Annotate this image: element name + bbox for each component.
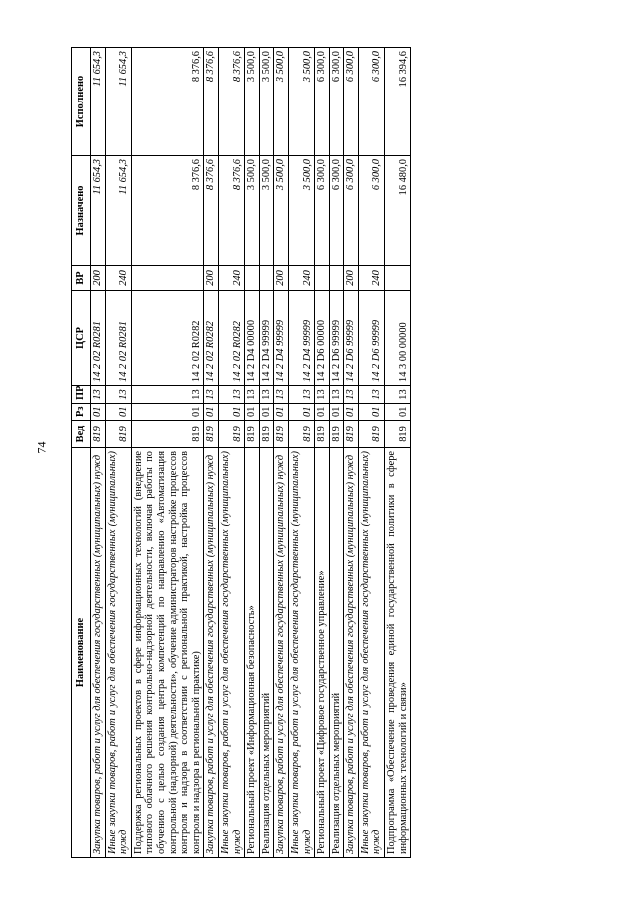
cell-csr: 14 2 02 R0281 <box>91 291 106 386</box>
header-csr: ЦСР <box>72 291 91 386</box>
cell-assigned: 11 654,3 <box>91 156 106 266</box>
table-row <box>105 48 131 858</box>
cell-csr: 14 2 02 R0282 <box>131 291 204 386</box>
cell-executed: 11 654,3 <box>91 48 106 156</box>
cell-executed: 6 300,0 <box>329 48 344 156</box>
table-row <box>358 48 384 858</box>
cell-name: Иные закупки товаров, работ и услуг для обеспечения государственных (муниципальных) нужд <box>288 448 314 858</box>
table-row <box>245 48 260 858</box>
cell-executed: 11 654,3 <box>105 48 131 156</box>
cell-assigned: 8 376,6 <box>131 156 204 266</box>
cell-name: Закупка товаров, работ и услуг для обеспечения государственных (муниципальных) нужд <box>204 448 219 858</box>
cell-vr <box>329 266 344 291</box>
cell-assigned: 3 500,0 <box>274 156 289 266</box>
cell-ved: 819 <box>358 421 384 448</box>
cell-assigned: 6 300,0 <box>344 156 359 266</box>
header-executed: Исполнено <box>72 48 91 156</box>
cell-name: Региональный проект «Информационная безопасность» <box>245 448 260 858</box>
cell-ved: 819 <box>204 421 219 448</box>
cell-ved: 819 <box>131 421 204 448</box>
cell-vr: 200 <box>344 266 359 291</box>
cell-csr: 14 2 D6 99999 <box>329 291 344 386</box>
cell-csr: 14 2 02 R0282 <box>204 291 219 386</box>
cell-name: Иные закупки товаров, работ и услуг для обеспечения государственных (муниципальных) нужд <box>105 448 131 858</box>
table-row <box>344 48 359 858</box>
cell-executed: 3 500,0 <box>274 48 289 156</box>
cell-assigned: 3 500,0 <box>288 156 314 266</box>
cell-vr: 240 <box>218 266 244 291</box>
table-body <box>91 48 411 858</box>
cell-csr: 14 2 D6 99999 <box>358 291 384 386</box>
cell-name: Подпрограмма «Обеспечение проведения единой государственной политики в сфере информационных технологий и связи» <box>385 448 411 858</box>
cell-ved: 819 <box>385 421 411 448</box>
cell-assigned: 6 300,0 <box>315 156 330 266</box>
cell-name: Иные закупки товаров, работ и услуг для обеспечения государственных (муниципальных) нужд <box>218 448 244 858</box>
cell-csr: 14 2 D4 99999 <box>259 291 274 386</box>
cell-rz: 01 <box>385 404 411 421</box>
table-row <box>329 48 344 858</box>
cell-rz: 01 <box>274 404 289 421</box>
cell-rz: 01 <box>344 404 359 421</box>
cell-executed: 6 300,0 <box>358 48 384 156</box>
table-row <box>218 48 244 858</box>
cell-executed: 3 500,0 <box>245 48 260 156</box>
cell-ved: 819 <box>105 421 131 448</box>
cell-pr: 13 <box>315 386 330 404</box>
cell-assigned: 8 376,6 <box>204 156 219 266</box>
cell-assigned: 16 480,0 <box>385 156 411 266</box>
cell-rz: 01 <box>259 404 274 421</box>
cell-csr: 14 2 02 R0281 <box>105 291 131 386</box>
cell-assigned: 3 500,0 <box>245 156 260 266</box>
table-row <box>204 48 219 858</box>
cell-rz: 01 <box>204 404 219 421</box>
cell-executed: 8 376,6 <box>218 48 244 156</box>
cell-ved: 819 <box>329 421 344 448</box>
table-row <box>288 48 314 858</box>
cell-name: Реализация отдельных мероприятий <box>259 448 274 858</box>
page-number: 74 <box>34 441 49 454</box>
cell-ved: 819 <box>274 421 289 448</box>
cell-pr: 13 <box>105 386 131 404</box>
header-vr: ВР <box>72 266 91 291</box>
cell-rz: 01 <box>91 404 106 421</box>
cell-vr <box>259 266 274 291</box>
cell-rz: 01 <box>245 404 260 421</box>
cell-ved: 819 <box>91 421 106 448</box>
cell-vr <box>245 266 260 291</box>
cell-pr: 13 <box>358 386 384 404</box>
table-row <box>274 48 289 858</box>
cell-rz: 01 <box>131 404 204 421</box>
cell-assigned: 8 376,6 <box>218 156 244 266</box>
cell-name: Закупка товаров, работ и услуг для обеспечения государственных (муниципальных) нужд <box>274 448 289 858</box>
cell-assigned: 6 300,0 <box>358 156 384 266</box>
cell-pr: 13 <box>218 386 244 404</box>
cell-vr <box>131 266 204 291</box>
cell-assigned: 6 300,0 <box>329 156 344 266</box>
header-name: Наименование <box>72 448 91 858</box>
header-pr: ПР <box>72 386 91 404</box>
cell-rz: 01 <box>218 404 244 421</box>
cell-csr: 14 3 00 00000 <box>385 291 411 386</box>
cell-vr <box>385 266 411 291</box>
cell-vr: 240 <box>105 266 131 291</box>
cell-executed: 3 500,0 <box>288 48 314 156</box>
cell-executed: 8 376,6 <box>131 48 204 156</box>
cell-ved: 819 <box>218 421 244 448</box>
cell-ved: 819 <box>315 421 330 448</box>
cell-csr: 14 2 02 R0282 <box>218 291 244 386</box>
cell-vr: 240 <box>358 266 384 291</box>
header-ved: Вед <box>72 421 91 448</box>
cell-pr: 13 <box>385 386 411 404</box>
cell-assigned: 3 500,0 <box>259 156 274 266</box>
cell-pr: 13 <box>245 386 260 404</box>
cell-rz: 01 <box>329 404 344 421</box>
rotated-page-content <box>71 48 571 858</box>
cell-pr: 13 <box>131 386 204 404</box>
cell-vr <box>315 266 330 291</box>
cell-executed: 16 394,6 <box>385 48 411 156</box>
table-header-row <box>72 48 91 858</box>
budget-table <box>71 47 411 858</box>
cell-pr: 13 <box>91 386 106 404</box>
cell-executed: 6 300,0 <box>344 48 359 156</box>
table-row <box>259 48 274 858</box>
cell-rz: 01 <box>288 404 314 421</box>
cell-name: Иные закупки товаров, работ и услуг для обеспечения государственных (муниципальных) нужд <box>358 448 384 858</box>
cell-vr: 200 <box>204 266 219 291</box>
cell-rz: 01 <box>358 404 384 421</box>
header-assigned: Назначено <box>72 156 91 266</box>
cell-rz: 01 <box>315 404 330 421</box>
cell-pr: 13 <box>329 386 344 404</box>
cell-name: Поддержка региональных проектов в сфере информационных технологий (внедрение типового облачного решения контрольно-надзорной деятельности, включая работы по обучению с целью создания центра компетенций по направлению «Автоматизация контрольной (надзорной) деятельности», обучение администраторов настройке процессов контроля и надзора в соответствии с региональной практикой, настройка процессов контроля и надзора в региональной практике) <box>131 448 204 858</box>
cell-ved: 819 <box>245 421 260 448</box>
cell-name: Закупка товаров, работ и услуг для обеспечения государственных (муниципальных) нужд <box>344 448 359 858</box>
cell-vr: 200 <box>91 266 106 291</box>
table-row <box>91 48 106 858</box>
cell-csr: 14 2 D6 99999 <box>344 291 359 386</box>
header-rz: Рз <box>72 404 91 421</box>
cell-executed: 3 500,0 <box>259 48 274 156</box>
cell-csr: 14 2 D4 00000 <box>245 291 260 386</box>
cell-pr: 13 <box>288 386 314 404</box>
table-row <box>315 48 330 858</box>
cell-executed: 8 376,6 <box>204 48 219 156</box>
cell-pr: 13 <box>204 386 219 404</box>
cell-ved: 819 <box>259 421 274 448</box>
cell-executed: 6 300,0 <box>315 48 330 156</box>
cell-csr: 14 2 D6 00000 <box>315 291 330 386</box>
cell-csr: 14 2 D4 99999 <box>288 291 314 386</box>
cell-name: Реализация отдельных мероприятий <box>329 448 344 858</box>
cell-pr: 13 <box>259 386 274 404</box>
cell-name: Региональный проект «Цифровое государственное управление» <box>315 448 330 858</box>
cell-ved: 819 <box>288 421 314 448</box>
cell-ved: 819 <box>344 421 359 448</box>
cell-csr: 14 2 D4 99999 <box>274 291 289 386</box>
table-row <box>131 48 204 858</box>
cell-rz: 01 <box>105 404 131 421</box>
cell-name: Закупка товаров, работ и услуг для обеспечения государственных (муниципальных) нужд <box>91 448 106 858</box>
cell-pr: 13 <box>274 386 289 404</box>
cell-pr: 13 <box>344 386 359 404</box>
table-row <box>385 48 411 858</box>
cell-vr: 200 <box>274 266 289 291</box>
cell-assigned: 11 654,3 <box>105 156 131 266</box>
cell-vr: 240 <box>288 266 314 291</box>
